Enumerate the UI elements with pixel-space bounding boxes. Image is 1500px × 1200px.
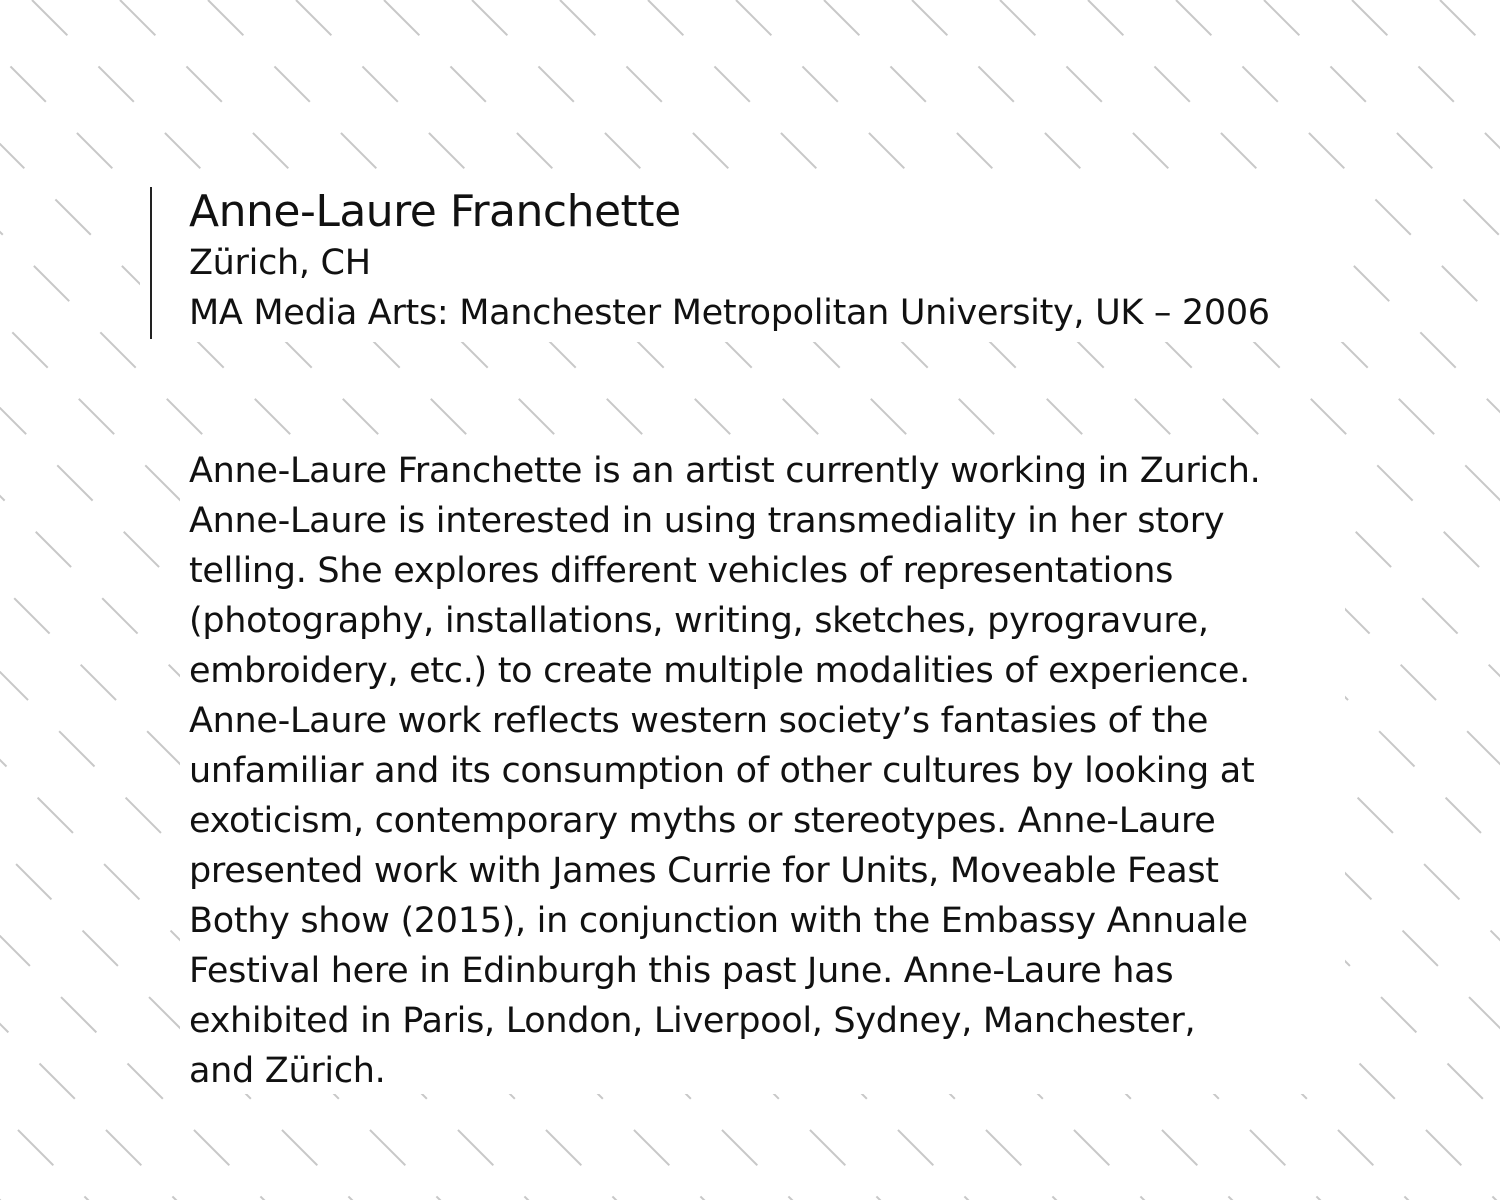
bio-line: and Zürich. [189,1051,386,1091]
bio-line: unfamiliar and its consumption of other cultures by looking at [189,751,1255,791]
artist-location: Zürich, CH [189,243,371,283]
bio-line: presented work with James Currie for Units, Moveable Feast [189,851,1219,891]
bio-line: telling. She explores different vehicles of representations [189,551,1174,591]
artist-bio [189,446,1349,1096]
bio-line: (photography, installations, writing, sketches, pyrogravure, [189,601,1209,641]
bio-line: exhibited in Paris, London, Liverpool, Sydney, Manchester, [189,1001,1196,1041]
artist-name: Anne-Laure Franchette [189,186,681,237]
bio-line: Bothy show (2015), in conjunction with the Embassy Annuale [189,901,1248,941]
artist-header [189,186,1389,338]
bio-line: Festival here in Edinburgh this past June. Anne-Laure has [189,951,1174,991]
header-rule [150,187,152,339]
artist-education: MA Media Arts: Manchester Metropolitan University, UK – 2006 [189,293,1270,333]
bio-line: embroidery, etc.) to create multiple modalities of experience. [189,651,1250,691]
bio-line: Anne-Laure work reflects western society’s fantasies of the [189,701,1209,741]
bio-line: Anne-Laure is interested in using transmediality in her story [189,501,1225,541]
bio-line: Anne-Laure Franchette is an artist currently working in Zurich. [189,451,1261,491]
bio-line: exoticism, contemporary myths or stereotypes. Anne-Laure [189,801,1216,841]
